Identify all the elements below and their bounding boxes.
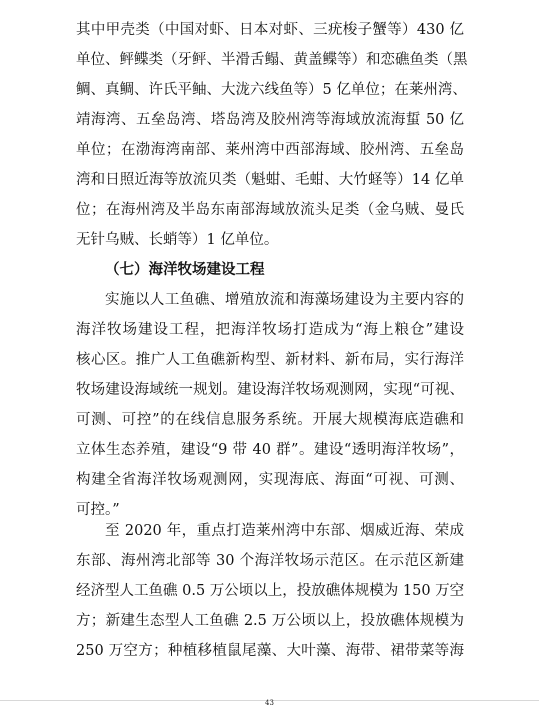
paragraph-stocking-release: [76, 15, 468, 285]
text-line: 核心区。推广人工鱼礁新构型、新材料、新布局，实行海洋: [76, 352, 464, 368]
text-line: 位；在海州湾及半岛东南部海域放流头足类（金乌贼、曼氏: [76, 202, 464, 218]
text-line: 可测、可控”的在线信息服务系统。开展大规模海底造礁和: [76, 412, 464, 428]
paragraph-2020-targets: [76, 516, 464, 666]
text-line: 经济型人工鱼礁 0.5 万公顷以上，投放礁体规模为 150 万空: [76, 583, 465, 599]
text-line: 立体生态养殖，建设“9 带 40 群”。建设“透明海洋牧场”，: [76, 442, 464, 458]
text-line: 可控。”: [76, 502, 120, 518]
text-line: 实施以人工鱼礁、增殖放流和海藻场建设为主要内容的: [105, 292, 464, 308]
text-line: 靖海湾、五垒岛湾、塔岛湾及胶州湾等海域放流海蜇 50 亿: [76, 112, 464, 128]
text-line: 方；新建生态型人工鱼礁 2.5 万公顷以上，投放礁体规模为: [76, 613, 464, 629]
paragraph-marine-ranch: [76, 285, 464, 525]
text-line: 鲷、真鲷、许氏平鲉、大泷六线鱼等）5 亿单位；在莱州湾、: [76, 82, 467, 98]
text-line: 单位；在渤海湾南部、莱州湾中西部海域、胶州湾、五垒岛: [76, 142, 464, 158]
text-line: 构建全省海洋牧场观测网，实现海底、海面“可视、可测、: [76, 472, 464, 488]
text-line: 其中甲壳类（中国对虾、日本对虾、三疣梭子蟹等）430 亿: [76, 22, 464, 38]
text-line: 牧场建设海域统一规划。建设海洋牧场观测网，实现“可视、: [76, 382, 464, 398]
text-line: 海洋牧场建设工程，把海洋牧场打造成为“海上粮仓”建设: [76, 322, 464, 338]
section-heading: （七）海洋牧场建设工程: [105, 261, 265, 278]
text-line: 无针乌贼、长蛸等）1 亿单位。: [76, 232, 279, 248]
page-number: 43: [265, 699, 274, 707]
text-line: 湾和日照近海等放流贝类（魁蚶、毛蚶、大竹蛏等）14 亿单: [76, 172, 464, 188]
text-line: 250 万空方；种植移植鼠尾藻、大叶藻、海带、裙带菜等海: [76, 643, 464, 659]
text-line: 至 2020 年，重点打造莱州湾中东部、烟威近海、荣成: [105, 523, 464, 539]
text-line: 单位、鲆鲽类（牙鲆、半滑舌鳎、黄盖鲽等）和恋礁鱼类（黑: [76, 52, 468, 68]
text-line: 东部、海州湾北部等 30 个海洋牧场示范区。在示范区新建: [76, 553, 464, 569]
